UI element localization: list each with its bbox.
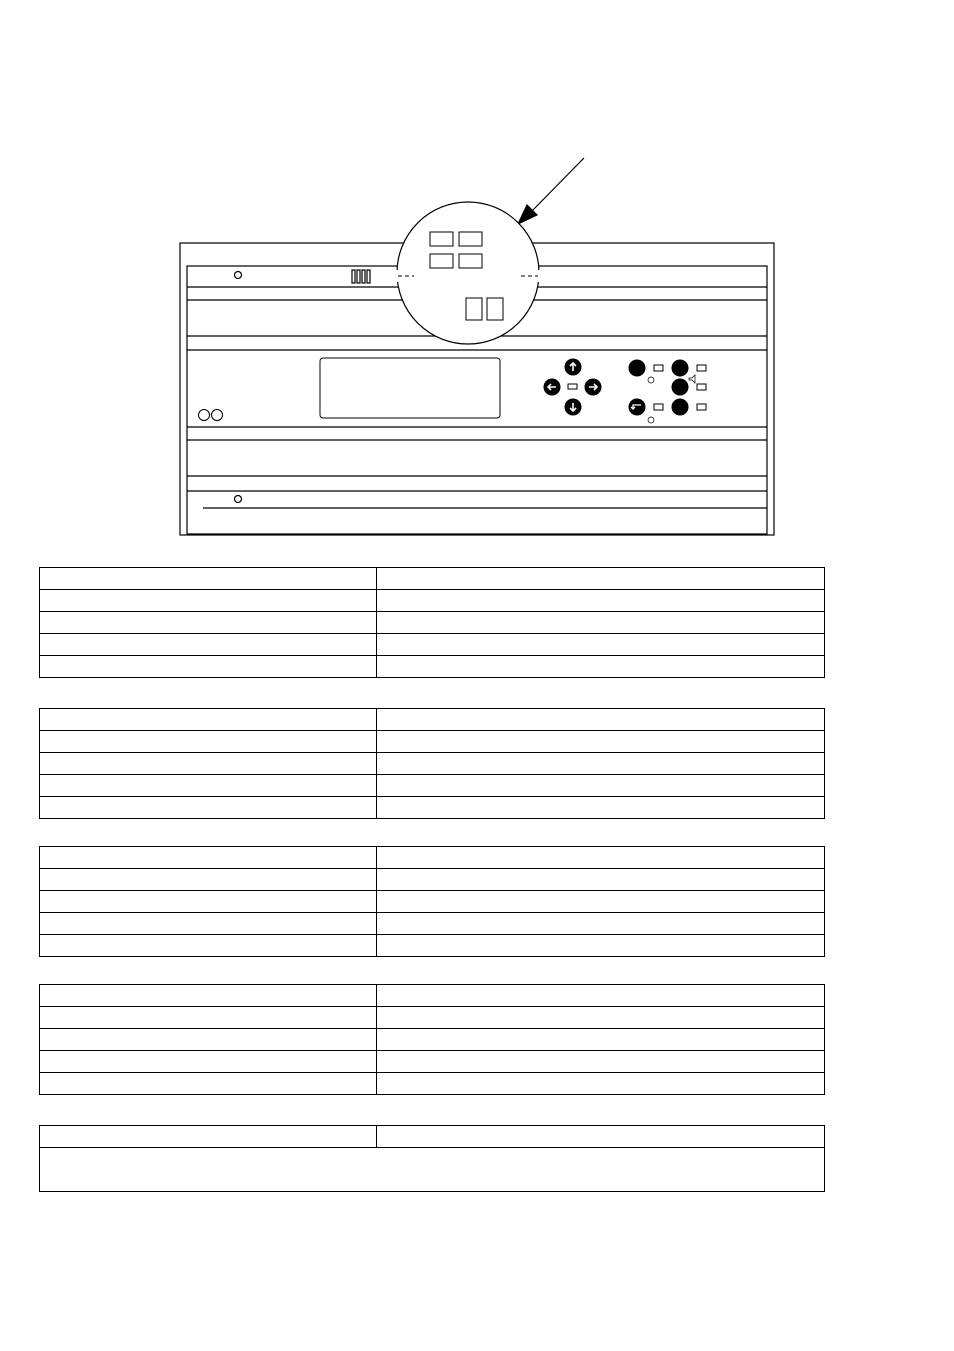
- table-cell: [377, 568, 825, 590]
- table-cell-wide: [40, 1148, 825, 1192]
- table-cell: [40, 775, 377, 797]
- table-cell: [40, 1126, 377, 1148]
- alarm-icon: [648, 417, 654, 423]
- callout-arrow: [518, 158, 584, 224]
- table-cell: [377, 775, 825, 797]
- table-cell: [40, 797, 377, 819]
- function-keys: [629, 360, 706, 423]
- table-cell: [377, 731, 825, 753]
- table-cell: [377, 847, 825, 869]
- table-cell: [377, 1051, 825, 1073]
- table-cell: [40, 612, 377, 634]
- key-esc: [629, 360, 645, 376]
- table-row: [40, 1073, 825, 1095]
- table-row: [40, 568, 825, 590]
- table-row: [40, 753, 825, 775]
- table-cell: [377, 913, 825, 935]
- table-cell: [40, 869, 377, 891]
- table-row: [40, 612, 825, 634]
- table-cell: [40, 1051, 377, 1073]
- table-cell: [377, 634, 825, 656]
- table-5: [39, 1125, 825, 1192]
- table-row: [40, 1029, 825, 1051]
- table-cell: [40, 709, 377, 731]
- table-cell: [40, 590, 377, 612]
- callout-magnifier: [395, 202, 541, 344]
- table-cell: [40, 634, 377, 656]
- table-row: [40, 797, 825, 819]
- table-row: [40, 709, 825, 731]
- table-cell: [377, 656, 825, 678]
- table-cell: [40, 985, 377, 1007]
- table-cell: [377, 1007, 825, 1029]
- table-cell: [40, 1007, 377, 1029]
- table-cell: [377, 590, 825, 612]
- table-cell: [377, 797, 825, 819]
- table-4: [39, 984, 825, 1095]
- table-cell: [377, 1073, 825, 1095]
- table-row: [40, 985, 825, 1007]
- table-row: [40, 1051, 825, 1073]
- table-cell: [377, 985, 825, 1007]
- table-3: [39, 846, 825, 957]
- table-row: [40, 775, 825, 797]
- device-diagram: [0, 0, 954, 560]
- screw-hole-top: [235, 272, 242, 279]
- table-row: [40, 1126, 825, 1148]
- power-icon: [648, 377, 654, 383]
- table-cell: [377, 1126, 825, 1148]
- table-cell: [40, 656, 377, 678]
- table-row: [40, 1148, 825, 1192]
- table-cell: [377, 1029, 825, 1051]
- table-cell: [40, 568, 377, 590]
- table-cell: [377, 935, 825, 957]
- table-cell: [40, 913, 377, 935]
- table-row: [40, 935, 825, 957]
- table-cell: [377, 891, 825, 913]
- lcd-display: [320, 358, 500, 418]
- screw-hole-bottom: [235, 496, 242, 503]
- table-cell: [40, 731, 377, 753]
- key-k1: [672, 379, 688, 395]
- table-cell: [40, 1029, 377, 1051]
- table-cell: [40, 847, 377, 869]
- key-k2: [672, 399, 688, 415]
- table-cell: [40, 891, 377, 913]
- table-cell: [377, 869, 825, 891]
- table-cell: [377, 709, 825, 731]
- table-row: [40, 847, 825, 869]
- table-cell: [40, 935, 377, 957]
- table-row: [40, 913, 825, 935]
- model-logo: [199, 410, 223, 421]
- table-row: [40, 634, 825, 656]
- table-cell: [40, 753, 377, 775]
- table-row: [40, 869, 825, 891]
- sound-icon: [689, 375, 695, 383]
- table-cell: [377, 612, 825, 634]
- table-1: [39, 567, 825, 678]
- table-row: [40, 1007, 825, 1029]
- key-k0: [672, 360, 688, 376]
- table-2: [39, 708, 825, 819]
- nav-keypad: [544, 359, 601, 415]
- table-row: [40, 731, 825, 753]
- table-row: [40, 656, 825, 678]
- table-row: [40, 590, 825, 612]
- table-cell: [377, 753, 825, 775]
- table-cell: [40, 1073, 377, 1095]
- table-row: [40, 891, 825, 913]
